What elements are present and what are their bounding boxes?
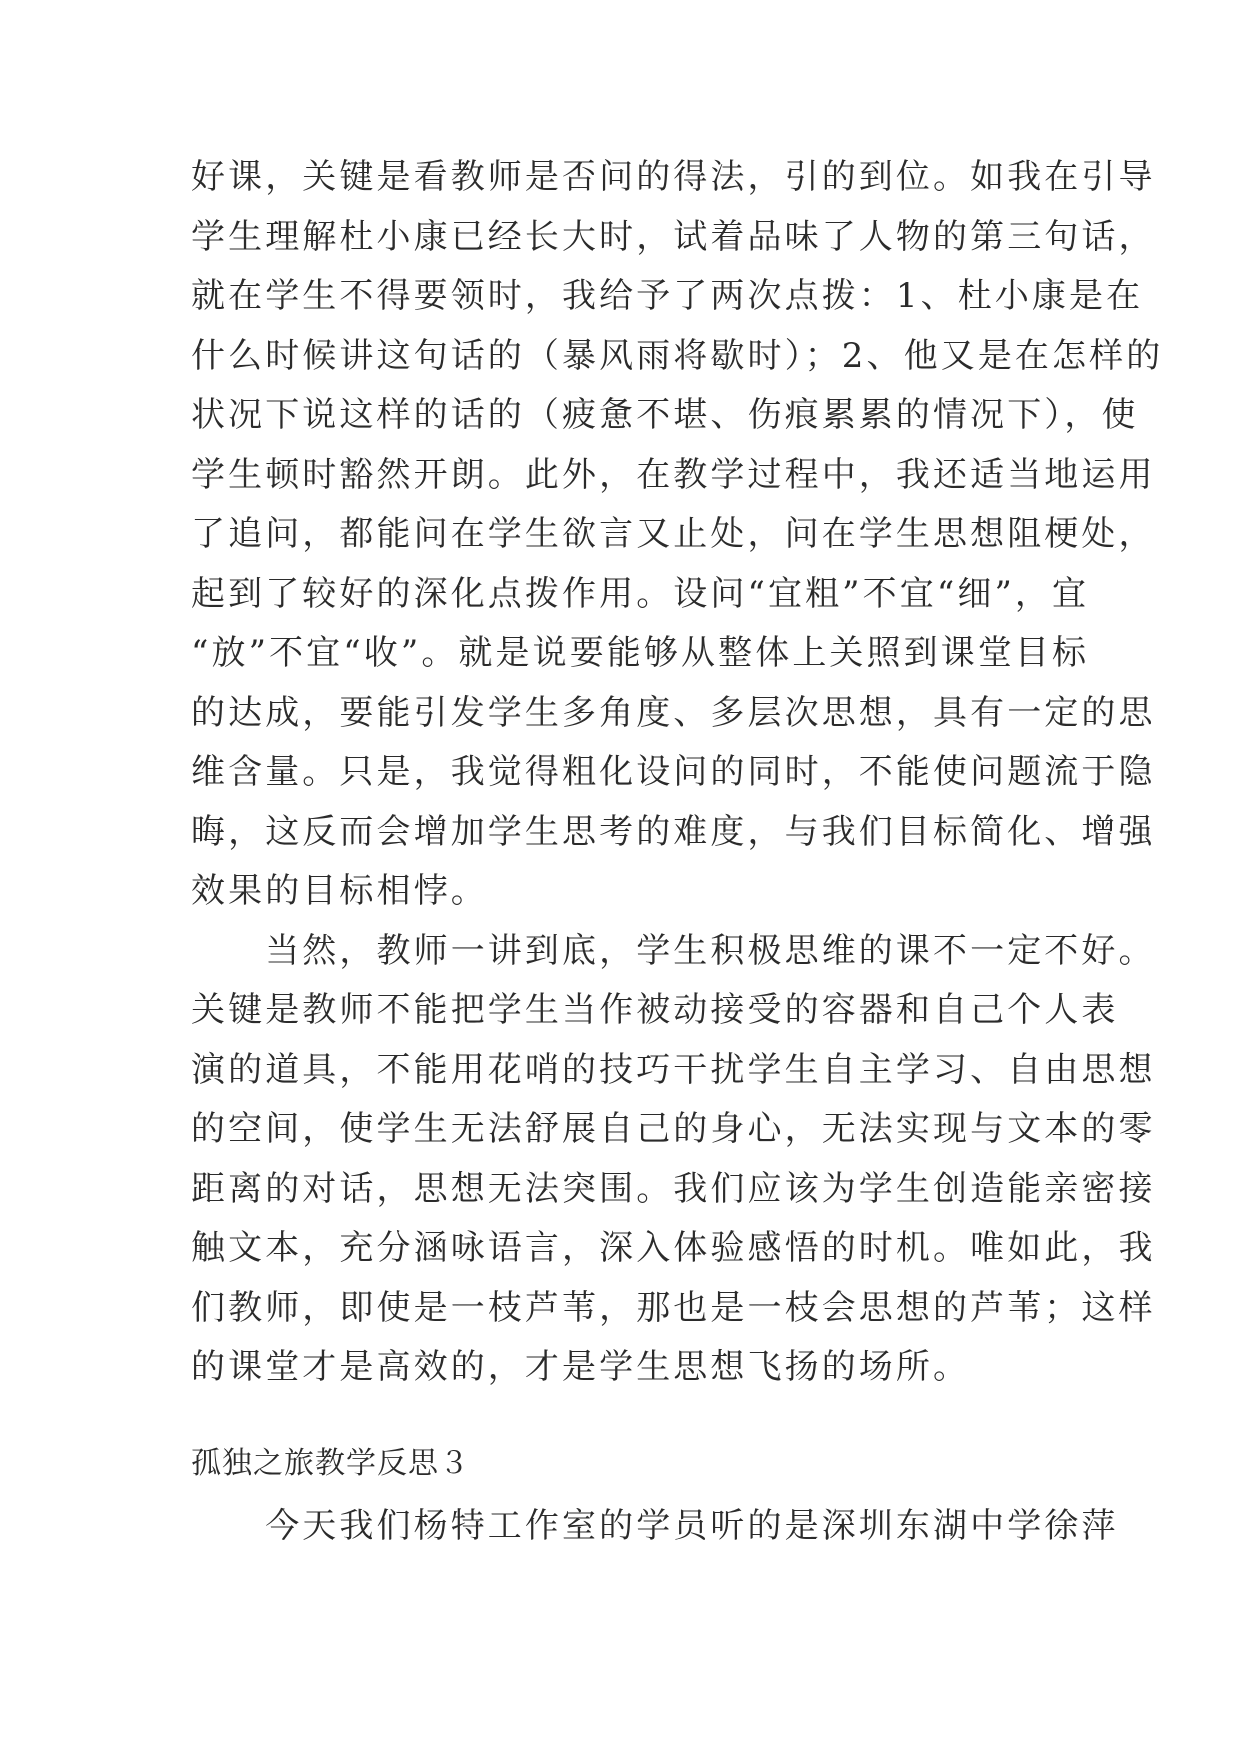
body-line: 们教师，即使是一枝芦苇，那也是一枝会思想的芦苇；这样 [191, 1288, 1156, 1328]
section-heading: 孤独之旅教学反思３ [191, 1446, 470, 1481]
body-line: 关键是教师不能把学生当作被动接受的容器和自己个人表 [191, 990, 1119, 1030]
body-line: “放”不宜“收”。就是说要能够从整体上关照到课堂目标 [191, 633, 1090, 673]
body-line: 晦，这反而会增加学生思考的难度，与我们目标简化、增强 [191, 812, 1156, 852]
body-line: 效果的目标相悖。 [191, 871, 488, 911]
body-line: 状况下说这样的话的（疲惫不堪、伤痕累累的情况下），使 [191, 395, 1139, 435]
body-line: 距离的对话，思想无法突围。我们应该为学生创造能亲密接 [191, 1169, 1156, 1209]
body-line: 维含量。只是，我觉得粗化设问的同时，不能使问题流于隐 [191, 752, 1156, 792]
body-line: 触文本，充分涵咏语言，深入体验感悟的时机。唯如此，我 [191, 1228, 1156, 1268]
body-line: 的课堂才是高效的，才是学生思想飞扬的场所。 [191, 1347, 971, 1387]
body-line: 了追问，都能问在学生欲言又止处，问在学生思想阻梗处， [191, 514, 1156, 554]
body-line: 演的道具，不能用花哨的技巧干扰学生自主学习、自由思想 [191, 1050, 1156, 1090]
body-line: 起到了较好的深化点拨作用。设问“宜粗”不宜“细”，宜 [191, 574, 1090, 614]
body-line: 什么时候讲这句话的（暴风雨将歇时）；2、他又是在怎样的 [191, 336, 1164, 376]
body-line: 学生理解杜小康已经长大时，试着品味了人物的第三句话， [191, 217, 1156, 257]
body-line: 当然，教师一讲到底，学生积极思维的课不一定不好。 [191, 931, 1156, 971]
body-line: 今天我们杨特工作室的学员听的是深圳东湖中学徐萍 [191, 1506, 1119, 1546]
body-line: 就在学生不得要领时，我给予了两次点拨：1、杜小康是在 [191, 276, 1144, 316]
body-line: 的空间，使学生无法舒展自己的身心，无法实现与文本的零 [191, 1109, 1156, 1149]
body-line: 的达成，要能引发学生多角度、多层次思想，具有一定的思 [191, 693, 1156, 733]
body-line: 好课，关键是看教师是否问的得法，引的到位。如我在引导 [191, 157, 1156, 197]
body-line: 学生顿时豁然开朗。此外，在教学过程中，我还适当地运用 [191, 455, 1156, 495]
